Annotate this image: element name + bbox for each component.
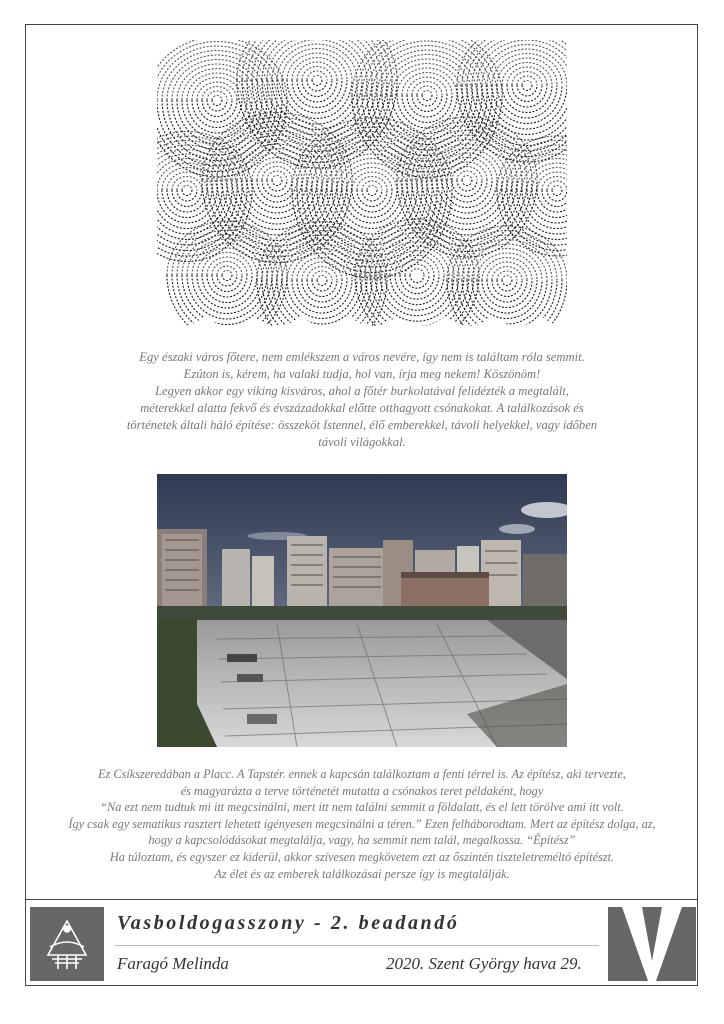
document-title: Vasboldogasszony - 2. beadandó [117, 912, 460, 934]
paragraph-line: hogy a kapcsolódásokat megtalálja, vagy, ha semmit nem talál, megalkossa. “Építész” [148, 833, 576, 848]
compass-emblem-icon [30, 907, 104, 981]
scale-pattern-drawing [157, 40, 567, 330]
paragraph-line: méterekkel alatta fekvő és évszázadokkal előtte otthagyott csónakokat. A találkozások és [140, 401, 584, 415]
paragraph-line: történetek általi háló építése: összeköt Istennel, élő emberekkel, távoli helyekkel, vagy időben [126, 418, 598, 432]
paragraph-line: távoli világokkal. [318, 435, 406, 449]
v-logo-box [608, 907, 696, 981]
document-date: 2020. Szent György hava 29. [386, 954, 582, 973]
paragraph-line: Az élet és az emberek találkozásai persze így is megtalálják. [214, 866, 510, 881]
story-paragraph [30, 766, 694, 882]
paragraph-line: “Na ezt nem tudtuk mi itt megcsinálni, mert itt nem találni semmit a földalatt, és el lett törölve ami itt volt. [100, 800, 624, 815]
author-name: Faragó Melinda [117, 954, 229, 973]
paragraph-line: és magyarázta a terve történetét mutatta a csónakos teret példaként, hogy [180, 783, 544, 798]
paragraph-line: Legyen akkor egy viking kisváros, ahol a főtér burkolatával felidézték a megtalált, [155, 384, 569, 398]
intro-paragraph [30, 349, 694, 451]
v-letter-icon [608, 907, 696, 981]
title-underline [115, 945, 599, 946]
footer-divider [25, 899, 698, 900]
paragraph-line: Ha túloztam, és egyszer ez kiderül, akkor szívesen megkövetem ezt az őszintén tiszteletreméltó építészt. [109, 849, 615, 864]
paragraph-line: Egy északi város főtere, nem emlékszem a város nevére, így nem is találtam róla semmit. [139, 350, 585, 364]
paragraph-line: Ezúton is, kérem, ha valaki tudja, hol van, írja meg nekem! Köszönöm! [183, 367, 541, 381]
paragraph-line: Így csak egy sematikus rasztert lehetett igényesen megcsinálni a téren.” Ezen felháborodtam. Mert az építész dolga, az, [68, 816, 656, 831]
city-square-photo-svg [157, 474, 567, 747]
scale-pattern-svg [157, 40, 567, 330]
city-square-photo [157, 474, 567, 747]
logo-box [30, 907, 104, 981]
paragraph-line: Ez Csíkszeredában a Placc. A Tapstér. ennek a kapcsán találkoztam a fenti térrel is. Az építész, aki tervezte, [97, 767, 626, 781]
